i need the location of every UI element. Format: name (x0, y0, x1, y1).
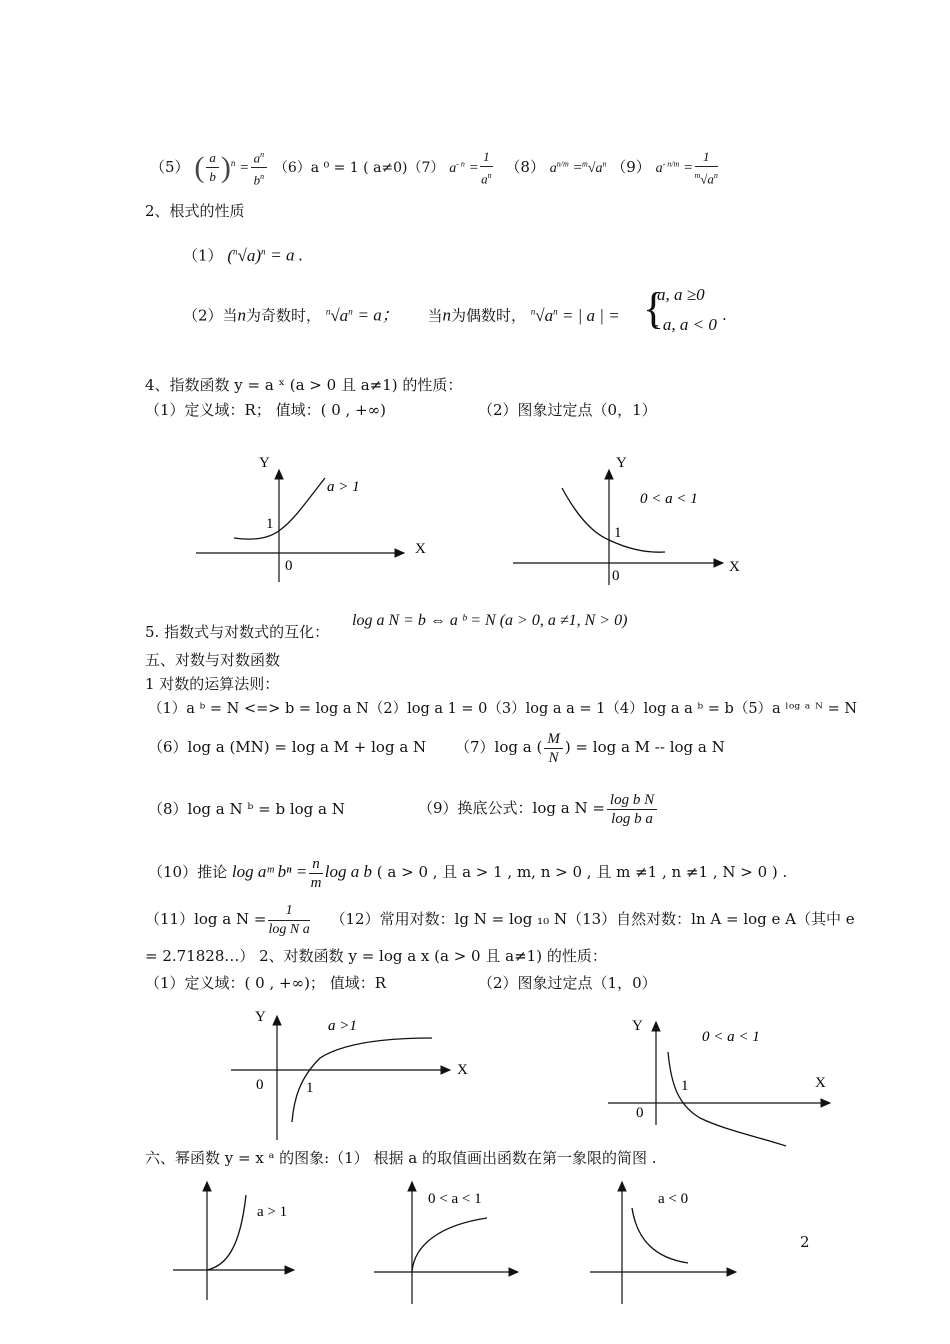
conversion-formula: log a N = b ⇔ a ᵇ = N (a > 0, a ≠1, N > 0) (352, 612, 628, 629)
rule7-frac: $\frac{1}{a^n}$ (481, 148, 492, 186)
power-curve (412, 1218, 487, 1272)
x-label: X (457, 1062, 468, 1078)
exp-graph-a-lt-1 (513, 455, 740, 585)
log-rule7: （7）log a ( $\frac{M}{N}$ ) = log a M -- log a N (455, 730, 725, 766)
paren-left: ( (194, 150, 205, 184)
rule9-frac: $\frac{1}{^m√a^n}$ (694, 148, 718, 186)
piecewise-dot: . (722, 306, 727, 324)
origin-label: 0 (612, 568, 620, 584)
section5-heading: 5. 指数式与对数式的互化： (145, 623, 330, 641)
exp-rules-line: （5） ( $\frac{a}{b}$ )$^n$ = $\frac{a^n}{b^n}$ （6）a ⁰ = 1 ( a≠0)（7） $a^{- n}$ = $\frac{1}{a^n}$ （8） $a^{n/m} =^m√a^n$ （9） $a^{- n/m}$ = $\frac{1}{^m√a^n}$ (150, 146, 720, 190)
rule7-frac: $\frac{M}{N}$ (544, 730, 563, 767)
one-label: 1 (306, 1080, 314, 1096)
cond-label: a > 1 (257, 1204, 288, 1220)
rule5-rhs: $\frac{a^n}{b^n}$ (251, 146, 268, 190)
rule11-frac: $\frac{1}{\text{log N a}}$ (268, 902, 310, 937)
cond-label: a >1 (328, 1018, 357, 1034)
piecewise-brace: { (643, 284, 665, 333)
log-graph-a-lt-1 (608, 1018, 830, 1146)
log-rule11-13: （11）log a N = $\frac{1}{\text{log N a}}$ （12）常用对数：lg N = log ₁₀ N（13）自然对数：ln A = log e A（其中 e (145, 902, 855, 937)
log-domain: （1）定义域：( 0 , +∞)； 值域：R (145, 974, 386, 992)
exp-fixed-point: （2）图象过定点（0，1） (478, 401, 657, 419)
origin-label: 0 (256, 1077, 264, 1093)
change-base-frac: $\frac{\text{log b N}}{\text{log b a}}$ (607, 791, 657, 828)
log-rule10: （10）推论 log aᵐ bⁿ = $\frac{n}{m}$ log a b ( a > 0 , 且 a > 1 , m, n > 0 , 且 m ≠1 , n ≠1 , N > 0 ) . (148, 855, 788, 891)
rule5-label: （5） (150, 157, 190, 176)
power-curve (207, 1195, 246, 1270)
section2-heading: 2、根式的性质 (145, 202, 245, 220)
x-label: X (815, 1075, 826, 1091)
cond-label: a < 0 (658, 1191, 689, 1207)
rule10-frac: $\frac{n}{m}$ (310, 855, 322, 891)
log-section-heading: 五、对数与对数函数 (145, 651, 281, 669)
cond-label: 0 < a < 1 (428, 1191, 482, 1207)
log-curve (668, 1052, 786, 1146)
section4-heading: 4、指数函数 y = a ˣ (a > 0 且 a≠1) 的性质： (145, 376, 463, 394)
power-heading: 六、幂函数 y = x ᵃ 的图象:（1） 根据 a 的取值画出函数在第一象限的简图 . (145, 1149, 657, 1167)
radical-item1: （1） $(^n√a)^n = a$ . (183, 245, 304, 265)
power-graph-a-gt-1 (173, 1182, 294, 1300)
cond-label: a > 1 (327, 479, 360, 495)
log-function-heading: = 2.71828…） 2、对数函数 y = log a x (a > 0 且 a≠1) 的性质： (145, 947, 607, 965)
rule9-label: （9） (611, 157, 651, 176)
log-rules-line1: （1）a ᵇ = N <=> b = log a N（2）log a 1 = 0（3）log a a = 1（4）log a a ᵇ = b（5）a ˡᵒᵍ ᵃ ᴺ = N (148, 701, 858, 717)
radical-item2: （2）当n为奇数时， $^n√a^n = a$； 当n为偶数时， $^n√a^n$ = | a | = (183, 305, 620, 325)
y-label: Y (632, 1018, 643, 1034)
paren-right: ) (220, 150, 231, 184)
one-label: 1 (266, 516, 274, 532)
y-label: Y (259, 455, 270, 471)
log-rule8: （8）log a N ᵇ = b log a N (148, 800, 345, 818)
origin-label: 0 (636, 1105, 644, 1121)
piecewise-case2: - a, a < 0 (653, 315, 717, 334)
one-label: 1 (614, 525, 622, 541)
log-rule9: （9）换底公式：log a N = $\frac{\text{log b N}}{\text{log b a}}$ (418, 784, 659, 832)
log-rule6: （6）log a (MN) = log a M + log a N (148, 738, 427, 756)
one-label: 1 (681, 1078, 689, 1094)
exp-domain: （1）定义域：R； 值域：( 0 , +∞) (145, 401, 386, 419)
log-rules-heading: 1 对数的运算法则： (145, 675, 280, 693)
origin-label: 0 (285, 558, 293, 574)
rule8-label: （8） (505, 157, 545, 176)
power-curve (632, 1208, 688, 1263)
x-label: X (729, 559, 740, 575)
exp-graph-a-gt-1 (196, 455, 426, 582)
y-label: Y (255, 1009, 266, 1025)
cond-label: 0 < a < 1 (702, 1029, 760, 1045)
rule6-text: （6）a ⁰ = 1 ( a≠0)（7） (273, 159, 445, 176)
page-number: 2 (800, 1233, 810, 1251)
power-graph-a-between (374, 1182, 518, 1304)
rule5-frac: $\frac{a}{b}$ (206, 149, 219, 186)
cond-label: 0 < a < 1 (640, 491, 698, 507)
piecewise-case1: a, a ≥0 (657, 285, 705, 304)
log-fixed-point: （2）图象过定点（1，0） (478, 974, 657, 992)
y-label: Y (616, 455, 627, 471)
x-label: X (415, 541, 426, 557)
log-graph-a-gt-1 (231, 1009, 468, 1140)
power-graph-a-lt-0 (590, 1182, 736, 1304)
